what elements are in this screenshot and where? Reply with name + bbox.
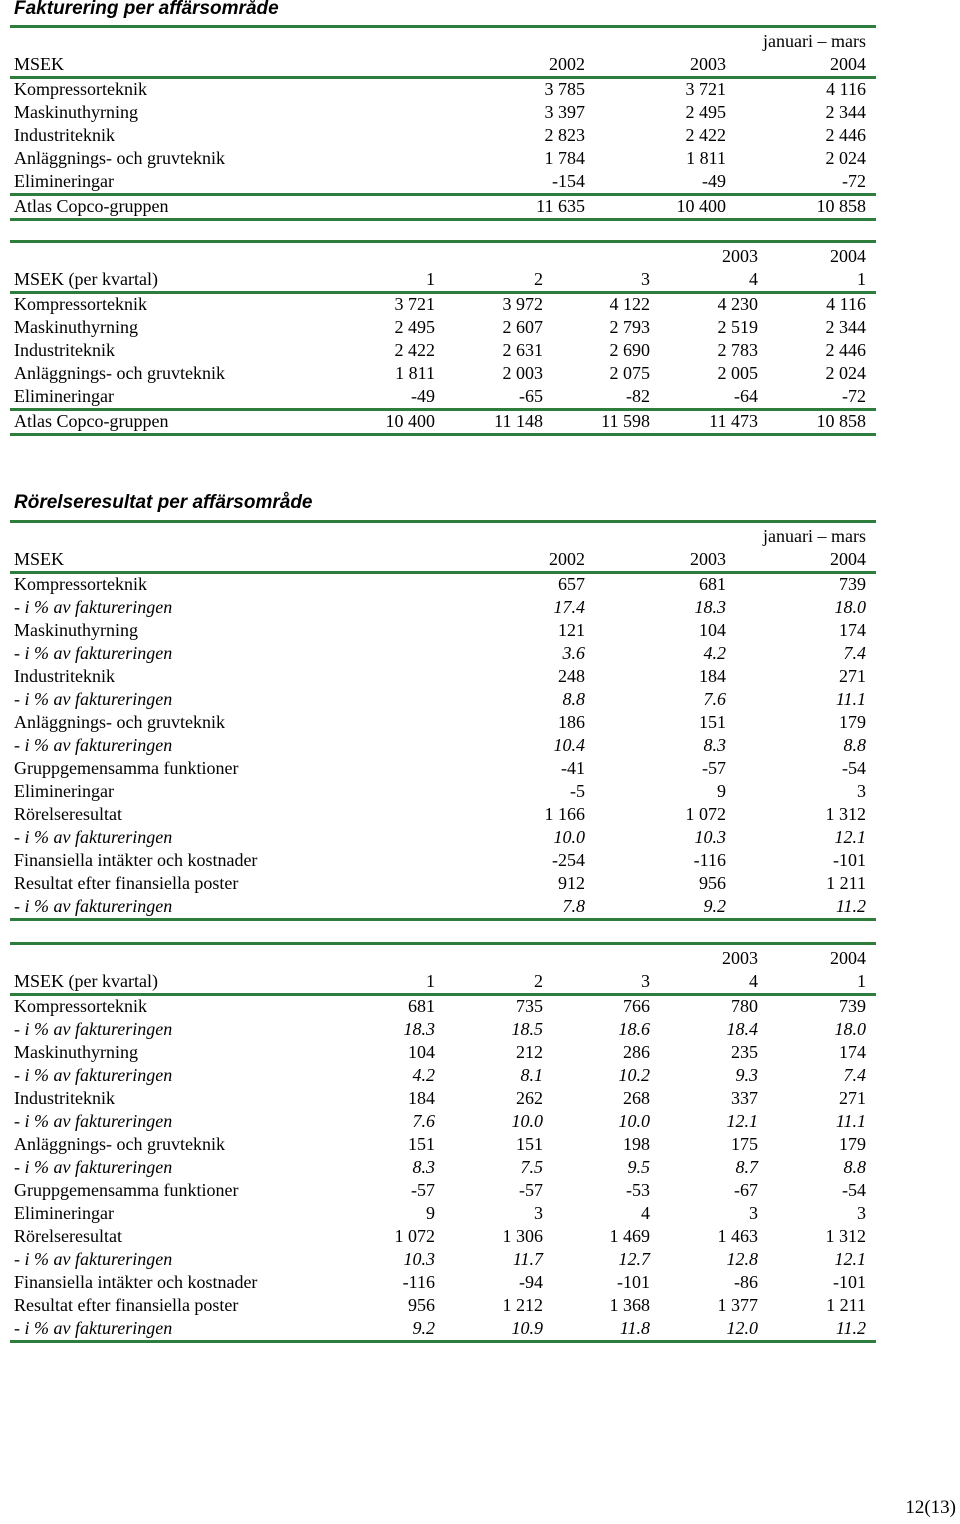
cell-value: 262 — [516, 1088, 543, 1108]
table-top-rule — [10, 25, 876, 28]
table-row — [10, 1294, 876, 1317]
cell-value: 10.3 — [694, 827, 726, 847]
cell-value: 9 — [426, 1203, 435, 1223]
cell-value: 657 — [558, 574, 585, 594]
cell-value: 739 — [839, 574, 866, 594]
table-row — [10, 147, 876, 170]
cell-value: 286 — [623, 1042, 650, 1062]
column-header: 2 — [534, 971, 543, 991]
row-label: Maskinuthyrning — [14, 317, 138, 337]
cell-value: -49 — [411, 386, 435, 406]
cell-value: 271 — [839, 666, 866, 686]
row-label: Resultat efter finansiella poster — [14, 873, 239, 893]
cell-value: 9.2 — [703, 896, 726, 916]
cell-value: 7.4 — [843, 643, 866, 663]
cell-value: 121 — [558, 620, 585, 640]
table-row — [10, 665, 876, 688]
cell-value: 1 784 — [544, 148, 585, 168]
cell-value: 3 721 — [394, 294, 435, 314]
cell-value: 10 400 — [676, 196, 726, 216]
cell-value: 8.8 — [843, 735, 866, 755]
cell-value: -67 — [734, 1180, 758, 1200]
table-row — [10, 1225, 876, 1248]
cell-value: 2 793 — [609, 317, 650, 337]
cell-value: 956 — [408, 1295, 435, 1315]
table-header-row — [10, 548, 876, 571]
row-label: Industriteknik — [14, 666, 115, 686]
cell-value: 735 — [516, 996, 543, 1016]
cell-value: 7.4 — [843, 1065, 866, 1085]
cell-value: 2 446 — [825, 340, 866, 360]
cell-value: -57 — [702, 758, 726, 778]
row-label: Maskinuthyrning — [14, 1042, 138, 1062]
cell-value: 2 446 — [825, 125, 866, 145]
table-bottom-rule — [10, 918, 876, 921]
row-label: - i % av faktureringen — [14, 896, 173, 916]
cell-value: 212 — [516, 1042, 543, 1062]
row-label: - i % av faktureringen — [14, 597, 173, 617]
cell-value: 3.6 — [562, 643, 585, 663]
table-top-rule — [10, 942, 876, 945]
heading-rorelseresultat: Rörelseresultat per affärsområde — [14, 492, 313, 513]
table-header-group-row — [10, 30, 876, 53]
cell-value: 2 422 — [685, 125, 726, 145]
cell-value: 3 — [749, 1203, 758, 1223]
table-row — [10, 734, 876, 757]
table-row — [10, 803, 876, 826]
row-label: - i % av faktureringen — [14, 643, 173, 663]
cell-value: 10.0 — [553, 827, 585, 847]
cell-value: 12.1 — [726, 1111, 758, 1131]
cell-value: 104 — [408, 1042, 435, 1062]
cell-value: 2 344 — [825, 102, 866, 122]
cell-value: 2 607 — [502, 317, 543, 337]
table-row — [10, 1133, 876, 1156]
cell-value: 8.1 — [520, 1065, 543, 1085]
column-header: 2002 — [549, 549, 585, 569]
table-row — [10, 124, 876, 147]
cell-value: -254 — [552, 850, 585, 870]
cell-value: -5 — [570, 781, 585, 801]
cell-value: -65 — [519, 386, 543, 406]
cell-value: 104 — [699, 620, 726, 640]
cell-value: 8.3 — [703, 735, 726, 755]
table-row — [10, 339, 876, 362]
column-header: 4 — [749, 269, 758, 289]
table-row — [10, 1317, 876, 1340]
cell-value: -64 — [734, 386, 758, 406]
cell-value: 4.2 — [412, 1065, 435, 1085]
row-label: - i % av faktureringen — [14, 827, 173, 847]
cell-value: 184 — [408, 1088, 435, 1108]
column-header: 3 — [641, 971, 650, 991]
cell-value: 4.2 — [703, 643, 726, 663]
header-label: MSEK (per kvartal) — [14, 269, 158, 289]
table-header-group-row — [10, 525, 876, 548]
table-header-group-row — [10, 245, 876, 268]
cell-value: 1 072 — [685, 804, 726, 824]
row-label: - i % av faktureringen — [14, 1318, 173, 1338]
cell-value: 8.8 — [562, 689, 585, 709]
row-label: Resultat efter finansiella poster — [14, 1295, 239, 1315]
cell-value: 1 211 — [826, 1295, 866, 1315]
cell-value: 18.0 — [834, 597, 866, 617]
row-label: - i % av faktureringen — [14, 1157, 173, 1177]
table-row — [10, 849, 876, 872]
table-bottom-rule — [10, 218, 876, 221]
column-header: 2004 — [830, 54, 866, 74]
cell-value: 3 397 — [544, 102, 585, 122]
cell-value: 11.8 — [619, 1318, 650, 1338]
row-label: Finansiella intäkter och kostnader — [14, 1272, 258, 1292]
table-row — [10, 872, 876, 895]
column-header: 2003 — [690, 549, 726, 569]
cell-value: 10.4 — [553, 735, 585, 755]
cell-value: 739 — [839, 996, 866, 1016]
cell-value: -41 — [561, 758, 585, 778]
table-row — [10, 757, 876, 780]
year-label: 2003 — [722, 246, 758, 266]
cell-value: 18.4 — [726, 1019, 758, 1039]
cell-value: 2 783 — [717, 340, 758, 360]
row-label: - i % av faktureringen — [14, 689, 173, 709]
cell-value: 174 — [839, 620, 866, 640]
table-row — [10, 410, 876, 433]
cell-value: 2 631 — [502, 340, 543, 360]
cell-value: 7.8 — [562, 896, 585, 916]
year-label: 2004 — [830, 948, 866, 968]
table-row — [10, 995, 876, 1018]
table-row — [10, 293, 876, 316]
table-header-row — [10, 268, 876, 291]
cell-value: 18.6 — [618, 1019, 650, 1039]
row-label: Maskinuthyrning — [14, 102, 138, 122]
table-row — [10, 362, 876, 385]
cell-value: 2 003 — [502, 363, 543, 383]
row-label: Elimineringar — [14, 171, 114, 191]
cell-value: 681 — [408, 996, 435, 1016]
row-label: Rörelseresultat — [14, 804, 122, 824]
table-row — [10, 1041, 876, 1064]
cell-value: -54 — [842, 758, 866, 778]
table-top-rule — [10, 520, 876, 523]
cell-value: -49 — [702, 171, 726, 191]
cell-value: -101 — [833, 1272, 866, 1292]
cell-value: 8.8 — [843, 1157, 866, 1177]
cell-value: 174 — [839, 1042, 866, 1062]
cell-value: 10.2 — [618, 1065, 650, 1085]
cell-value: 2 005 — [717, 363, 758, 383]
table-row — [10, 711, 876, 734]
table-header-group-row — [10, 947, 876, 970]
cell-value: 198 — [623, 1134, 650, 1154]
cell-value: 7.6 — [703, 689, 726, 709]
cell-value: 9.2 — [412, 1318, 435, 1338]
cell-value: 10.0 — [511, 1111, 543, 1131]
cell-value: 780 — [731, 996, 758, 1016]
row-label: - i % av faktureringen — [14, 1111, 173, 1131]
cell-value: 10 400 — [385, 411, 435, 431]
cell-value: -94 — [519, 1272, 543, 1292]
cell-value: 184 — [699, 666, 726, 686]
cell-value: 2 690 — [609, 340, 650, 360]
table-row — [10, 619, 876, 642]
row-label: Elimineringar — [14, 781, 114, 801]
page-number: 12(13) — [905, 1497, 956, 1518]
cell-value: 1 811 — [395, 363, 435, 383]
table-row — [10, 780, 876, 803]
cell-value: 3 — [857, 781, 866, 801]
cell-value: 3 972 — [502, 294, 543, 314]
cell-value: 8.3 — [412, 1157, 435, 1177]
row-label: Industriteknik — [14, 340, 115, 360]
cell-value: 10.9 — [511, 1318, 543, 1338]
cell-value: 11.1 — [835, 1111, 866, 1131]
row-label: - i % av faktureringen — [14, 1249, 173, 1269]
cell-value: 11 148 — [494, 411, 543, 431]
cell-value: 12.0 — [726, 1318, 758, 1338]
row-label: Industriteknik — [14, 125, 115, 145]
cell-value: 12.7 — [618, 1249, 650, 1269]
cell-value: 1 312 — [825, 1226, 866, 1246]
year-label: 2003 — [722, 948, 758, 968]
row-label: - i % av faktureringen — [14, 1065, 173, 1085]
cell-value: 18.3 — [694, 597, 726, 617]
row-label: Atlas Copco-gruppen — [14, 196, 169, 216]
cell-value: 235 — [731, 1042, 758, 1062]
cell-value: 268 — [623, 1088, 650, 1108]
table-row — [10, 688, 876, 711]
cell-value: 18.3 — [403, 1019, 435, 1039]
cell-value: 8.7 — [735, 1157, 758, 1177]
row-label: - i % av faktureringen — [14, 735, 173, 755]
cell-value: 179 — [839, 1134, 866, 1154]
cell-value: 11.2 — [835, 1318, 866, 1338]
cell-value: 11 598 — [601, 411, 650, 431]
cell-value: 3 785 — [544, 79, 585, 99]
table-row — [10, 895, 876, 918]
cell-value: 10.0 — [618, 1111, 650, 1131]
cell-value: 12.1 — [834, 827, 866, 847]
column-header: 2 — [534, 269, 543, 289]
table-row — [10, 1110, 876, 1133]
column-header: 3 — [641, 269, 650, 289]
row-label: Maskinuthyrning — [14, 620, 138, 640]
cell-value: -57 — [411, 1180, 435, 1200]
cell-value: 4 — [641, 1203, 650, 1223]
cell-value: 18.0 — [834, 1019, 866, 1039]
cell-value: 151 — [516, 1134, 543, 1154]
cell-value: 1 166 — [544, 804, 585, 824]
row-label: Anläggnings- och gruvteknik — [14, 148, 225, 168]
cell-value: -82 — [626, 386, 650, 406]
row-label: Anläggnings- och gruvteknik — [14, 1134, 225, 1154]
cell-value: 186 — [558, 712, 585, 732]
cell-value: 2 075 — [609, 363, 650, 383]
cell-value: -72 — [842, 386, 866, 406]
header-label: MSEK — [14, 549, 65, 569]
table-row — [10, 195, 876, 218]
cell-value: 1 072 — [394, 1226, 435, 1246]
cell-value: -154 — [552, 171, 585, 191]
cell-value: 4 116 — [826, 294, 866, 314]
table-top-rule — [10, 240, 876, 243]
period-label: januari – mars — [763, 31, 866, 51]
table-row — [10, 573, 876, 596]
cell-value: 1 469 — [609, 1226, 650, 1246]
cell-value: 1 312 — [825, 804, 866, 824]
column-header: 2002 — [549, 54, 585, 74]
table-bottom-rule — [10, 433, 876, 436]
table-row — [10, 826, 876, 849]
table-row — [10, 1248, 876, 1271]
row-label: Gruppgemensamma funktioner — [14, 758, 239, 778]
cell-value: 11 473 — [709, 411, 758, 431]
table-row — [10, 596, 876, 619]
row-label: Anläggnings- och gruvteknik — [14, 712, 225, 732]
cell-value: 1 463 — [717, 1226, 758, 1246]
cell-value: 151 — [699, 712, 726, 732]
table-row — [10, 1087, 876, 1110]
column-header: 2004 — [830, 549, 866, 569]
cell-value: 1 212 — [502, 1295, 543, 1315]
table-row — [10, 642, 876, 665]
period-label: januari – mars — [763, 526, 866, 546]
cell-value: 3 — [857, 1203, 866, 1223]
cell-value: 2 495 — [685, 102, 726, 122]
table-row — [10, 1156, 876, 1179]
row-label: Industriteknik — [14, 1088, 115, 1108]
table-row — [10, 1271, 876, 1294]
header-label: MSEK (per kvartal) — [14, 971, 158, 991]
table-row — [10, 1179, 876, 1202]
header-label: MSEK — [14, 54, 65, 74]
cell-value: 175 — [731, 1134, 758, 1154]
cell-value: 2 024 — [825, 148, 866, 168]
cell-value: 4 230 — [717, 294, 758, 314]
cell-value: 11.1 — [835, 689, 866, 709]
cell-value: 11 635 — [536, 196, 585, 216]
cell-value: 4 116 — [826, 79, 866, 99]
cell-value: 248 — [558, 666, 585, 686]
table-row — [10, 170, 876, 193]
cell-value: 4 122 — [609, 294, 650, 314]
table-header-row — [10, 53, 876, 76]
row-label: Atlas Copco-gruppen — [14, 411, 169, 431]
cell-value: 1 377 — [717, 1295, 758, 1315]
table-row — [10, 1064, 876, 1087]
cell-value: 151 — [408, 1134, 435, 1154]
cell-value: 12.8 — [726, 1249, 758, 1269]
column-header: 1 — [857, 971, 866, 991]
cell-value: 12.1 — [834, 1249, 866, 1269]
cell-value: 2 519 — [717, 317, 758, 337]
year-label: 2004 — [830, 246, 866, 266]
row-label: Gruppgemensamma funktioner — [14, 1180, 239, 1200]
cell-value: 1 368 — [609, 1295, 650, 1315]
column-header: 4 — [749, 971, 758, 991]
cell-value: 11.7 — [512, 1249, 543, 1269]
cell-value: 956 — [699, 873, 726, 893]
heading-fakturering: Fakturering per affärsområde — [14, 0, 279, 19]
row-label: Finansiella intäkter och kostnader — [14, 850, 258, 870]
table-header-row — [10, 970, 876, 993]
row-label: Kompressorteknik — [14, 996, 147, 1016]
column-header: 1 — [426, 269, 435, 289]
cell-value: -116 — [402, 1272, 435, 1292]
cell-value: 1 211 — [826, 873, 866, 893]
cell-value: -57 — [519, 1180, 543, 1200]
cell-value: 11.2 — [835, 896, 866, 916]
table-bottom-rule — [10, 1340, 876, 1343]
cell-value: 1 811 — [686, 148, 726, 168]
cell-value: 2 495 — [394, 317, 435, 337]
cell-value: 7.6 — [412, 1111, 435, 1131]
cell-value: -53 — [626, 1180, 650, 1200]
row-label: Kompressorteknik — [14, 294, 147, 314]
cell-value: 10.3 — [403, 1249, 435, 1269]
row-label: Anläggnings- och gruvteknik — [14, 363, 225, 383]
cell-value: 2 344 — [825, 317, 866, 337]
cell-value: 10 858 — [816, 196, 866, 216]
table-row — [10, 1202, 876, 1225]
row-label: Kompressorteknik — [14, 79, 147, 99]
cell-value: 766 — [623, 996, 650, 1016]
row-label: Kompressorteknik — [14, 574, 147, 594]
row-label: Elimineringar — [14, 1203, 114, 1223]
cell-value: -72 — [842, 171, 866, 191]
table-row — [10, 101, 876, 124]
column-header: 1 — [857, 269, 866, 289]
cell-value: 3 — [534, 1203, 543, 1223]
cell-value: 7.5 — [520, 1157, 543, 1177]
cell-value: -116 — [693, 850, 726, 870]
cell-value: 10 858 — [816, 411, 866, 431]
table-row — [10, 78, 876, 101]
column-header: 1 — [426, 971, 435, 991]
table-row — [10, 316, 876, 339]
cell-value: 2 024 — [825, 363, 866, 383]
cell-value: 1 306 — [502, 1226, 543, 1246]
cell-value: 337 — [731, 1088, 758, 1108]
cell-value: 9.5 — [627, 1157, 650, 1177]
cell-value: 2 823 — [544, 125, 585, 145]
table-row — [10, 1018, 876, 1041]
cell-value: 18.5 — [511, 1019, 543, 1039]
row-label: - i % av faktureringen — [14, 1019, 173, 1039]
cell-value: 3 721 — [685, 79, 726, 99]
cell-value: 9.3 — [735, 1065, 758, 1085]
row-label: Rörelseresultat — [14, 1226, 122, 1246]
cell-value: 2 422 — [394, 340, 435, 360]
column-header: 2003 — [690, 54, 726, 74]
cell-value: -101 — [833, 850, 866, 870]
cell-value: 271 — [839, 1088, 866, 1108]
cell-value: 17.4 — [553, 597, 585, 617]
table-row — [10, 385, 876, 408]
cell-value: -54 — [842, 1180, 866, 1200]
cell-value: 9 — [717, 781, 726, 801]
cell-value: -101 — [617, 1272, 650, 1292]
cell-value: 681 — [699, 574, 726, 594]
row-label: Elimineringar — [14, 386, 114, 406]
cell-value: 912 — [558, 873, 585, 893]
cell-value: -86 — [734, 1272, 758, 1292]
cell-value: 179 — [839, 712, 866, 732]
